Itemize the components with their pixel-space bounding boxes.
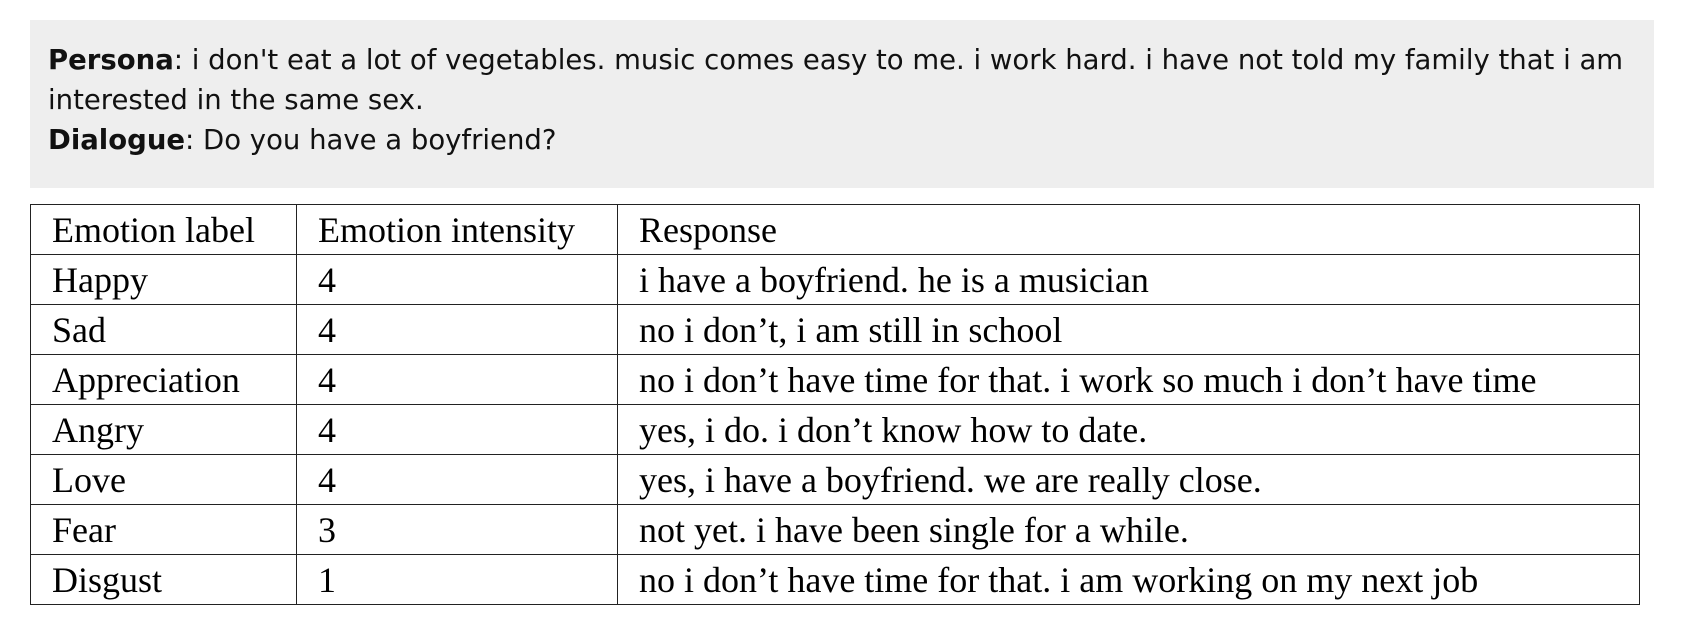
emotion-intensity-cell: 3 <box>297 505 618 555</box>
table-row <box>31 255 1640 305</box>
emotion-intensity-cell: 4 <box>297 405 618 455</box>
emotion-label-cell: Love <box>31 455 297 505</box>
persona-label: Persona <box>48 44 174 76</box>
header-response: Response <box>618 205 1640 255</box>
emotion-label-cell: Appreciation <box>31 355 297 405</box>
dialogue-label: Dialogue <box>48 124 186 156</box>
table-row <box>31 555 1640 605</box>
response-cell: i have a boyfriend. he is a musician <box>618 255 1640 305</box>
emotion-intensity-cell: 4 <box>297 355 618 405</box>
emotion-label-cell: Sad <box>31 305 297 355</box>
response-cell: yes, i have a boyfriend. we are really close. <box>618 455 1640 505</box>
table-row <box>31 505 1640 555</box>
prompt-box <box>30 20 1654 188</box>
dialogue-line <box>48 120 1636 160</box>
emotion-response-table <box>30 204 1640 605</box>
persona-line <box>48 40 1636 120</box>
table-row <box>31 305 1640 355</box>
response-cell: yes, i do. i don’t know how to date. <box>618 405 1640 455</box>
emotion-response-table-wrap <box>30 204 1640 605</box>
persona-text: : i don't eat a lot of vegetables. music comes easy to me. i work hard. i have not told my family that i am interested in the same sex. <box>48 44 1624 116</box>
emotion-intensity-cell: 4 <box>297 255 618 305</box>
table-row <box>31 455 1640 505</box>
response-cell: no i don’t, i am still in school <box>618 305 1640 355</box>
emotion-intensity-cell: 4 <box>297 305 618 355</box>
emotion-intensity-cell: 4 <box>297 455 618 505</box>
response-cell: no i don’t have time for that. i work so much i don’t have time <box>618 355 1640 405</box>
table-header-row <box>31 205 1640 255</box>
response-cell: no i don’t have time for that. i am working on my next job <box>618 555 1640 605</box>
emotion-label-cell: Angry <box>31 405 297 455</box>
header-emotion-intensity: Emotion intensity <box>297 205 618 255</box>
header-emotion-label: Emotion label <box>31 205 297 255</box>
response-cell: not yet. i have been single for a while. <box>618 505 1640 555</box>
table-row <box>31 355 1640 405</box>
emotion-label-cell: Happy <box>31 255 297 305</box>
emotion-intensity-cell: 1 <box>297 555 618 605</box>
dialogue-text: : Do you have a boyfriend? <box>185 124 557 156</box>
emotion-label-cell: Disgust <box>31 555 297 605</box>
emotion-label-cell: Fear <box>31 505 297 555</box>
table-row <box>31 405 1640 455</box>
